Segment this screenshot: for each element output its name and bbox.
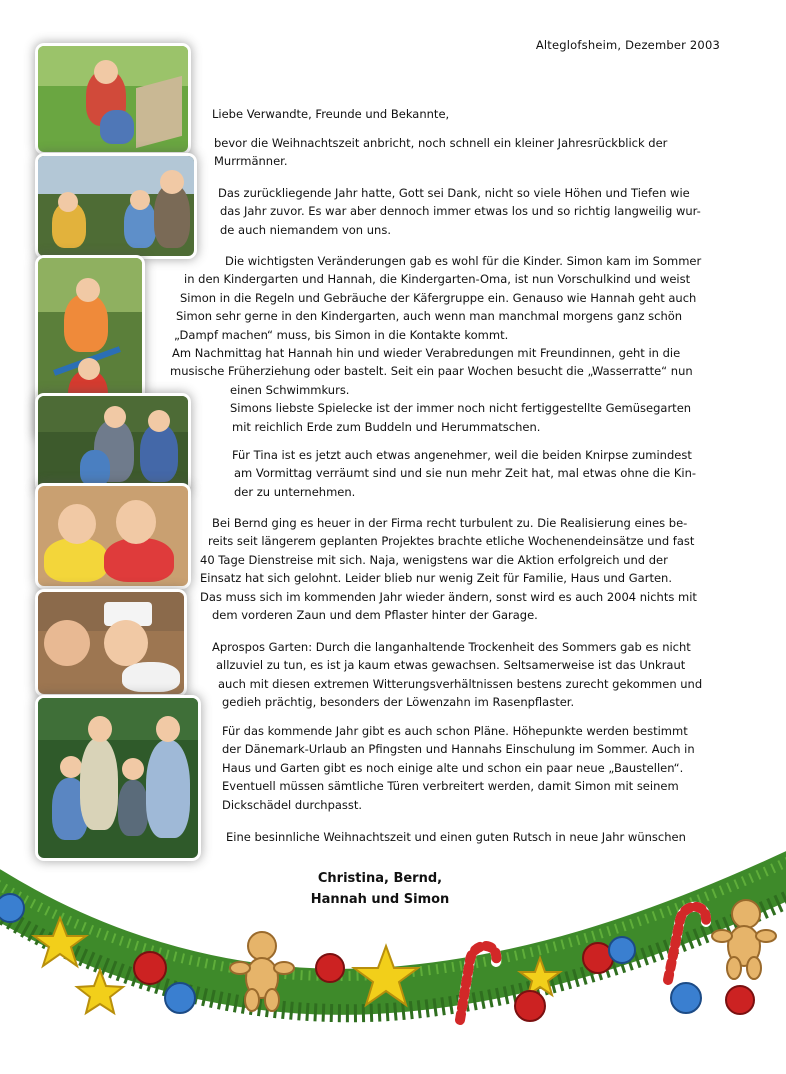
text-line: reits seit längerem geplanten Projektes brachte etliche Wochenendeinsätze und fast xyxy=(208,534,695,549)
text-line: Die wichtigsten Veränderungen gab es wohl für die Kinder. Simon kam im Sommer xyxy=(225,254,702,268)
red-ornament xyxy=(726,986,754,1014)
photo-family-group xyxy=(38,698,198,858)
blue-ornament xyxy=(0,894,24,922)
paragraph-plans xyxy=(222,722,736,814)
text-line: Am Nachmittag hat Hannah hin und wieder Verabredungen mit Freundinnen, geht in die xyxy=(172,346,681,361)
text-line: Haus und Garten gibt es noch einige alte und schon ein paar neue „Baustellen“. xyxy=(222,760,684,775)
text-line: einen Schwimmkurs. xyxy=(230,382,350,397)
text-line: Das muss sich im kommenden Jahr wieder ändern, sonst wird es auch 2004 nichts mit xyxy=(200,589,697,604)
text-line: in den Kindergarten und Hannah, die Kindergarten-Oma, ist nun Vorschulkind und weist xyxy=(184,272,691,287)
text-line: Für Tina ist es jetzt auch etwas angenehmer, weil die beiden Knirpse zumindest xyxy=(232,448,692,462)
date-line: Alteglofsheim, Dezember 2003 xyxy=(535,38,720,52)
christmas-garland xyxy=(0,850,786,1074)
text-line: gedieh prächtig, besonders der Löwenzahn im Rasenpflaster. xyxy=(222,695,575,710)
text-line: Für das kommende Jahr gibt es auch schon Pläne. Höhepunkte werden bestimmt xyxy=(222,724,688,738)
text-line: Dickschädel durchpasst. xyxy=(222,797,363,812)
blue-ornament xyxy=(671,983,701,1013)
text-line: Simon sehr gerne in den Kindergarten, auch wenn man manchmal morgens ganz schön xyxy=(176,309,683,324)
paragraph-intro xyxy=(214,134,734,171)
red-ornament xyxy=(515,991,545,1021)
red-ornament xyxy=(134,952,166,984)
blue-ornament xyxy=(165,983,195,1013)
text-line: musische Früherziehung oder bastelt. Seit ein paar Wochen besucht die „Wasserratte“ nun xyxy=(170,364,693,379)
text-line: Eventuell müssen sämtliche Türen verbreitert werden, damit Simon mit seinem xyxy=(222,779,679,794)
text-line: Bei Bernd ging es heuer in der Firma recht turbulent zu. Die Realisierung eines be- xyxy=(212,516,688,530)
photo-family-at-bench xyxy=(38,396,188,490)
star-ornament xyxy=(77,970,123,1013)
paragraph-garden xyxy=(212,638,736,712)
paragraph-tina xyxy=(232,446,732,501)
photo-family-at-table xyxy=(38,156,194,256)
closing-line: Eine besinnliche Weihnachtszeit und einen guten Rutsch in neue Jahr wünschen xyxy=(226,830,686,844)
photo-children-on-grass xyxy=(38,46,188,152)
greeting: Liebe Verwandte, Freunde und Bekannte, xyxy=(212,107,450,121)
text-line: mit reichlich Erde zum Buddeln und Herummatschen. xyxy=(232,419,541,434)
text-line: am Vormittag verräumt sind und sie nun mehr Zeit hat, mal etwas ohne die Kin- xyxy=(234,466,697,481)
text-line: 40 Tage Dienstreise mit sich. Naja, wenigstens war die Aktion erfolgreich und der xyxy=(200,552,668,567)
text-line: „Dampf machen“ muss, bis Simon in die Kontakte kommt. xyxy=(174,327,509,342)
photo-boy-with-paper-hat xyxy=(38,592,184,694)
text-line: Simons liebste Spielecke ist der immer noch nicht fertiggestellte Gemüsegarten xyxy=(230,401,692,416)
text-line: dem vorderen Zaun und dem Pflaster hinter der Garage. xyxy=(212,608,538,623)
text-line: Aprospos Garten: Durch die langanhaltende Trockenheit des Sommers gab es nicht xyxy=(212,640,691,654)
text-line: der zu unternehmen. xyxy=(234,484,356,499)
text-line: das Jahr zuvor. Es war aber dennoch immer etwas los und so richtig langweilig wur- xyxy=(220,204,701,219)
red-ornament xyxy=(316,954,344,982)
text-line: allzuviel zu tun, es ist ja kaum etwas gewachsen. Seltsamerweise ist das Unkraut xyxy=(216,658,686,673)
signature-line: Christina, Bernd, xyxy=(317,871,443,886)
text-line: bevor die Weihnachtszeit anbricht, noch schnell ein kleiner Jahresrückblick der xyxy=(214,136,668,150)
text-line: Einsatz hat sich gelohnt. Leider blieb nur wenig Zeit für Familie, Haus und Garten. xyxy=(200,571,672,586)
text-line: der Dänemark-Urlaub an Pfingsten und Hannahs Einschulung im Sommer. Auch in xyxy=(222,742,695,757)
text-line: Murrmänner. xyxy=(214,154,288,169)
text-line: auch mit diesen extremen Witterungsverhältnissen bestens zurecht gekommen und xyxy=(218,676,703,691)
blue-ornament xyxy=(609,937,635,963)
text-line: Simon in die Regeln und Gebräuche der Käfergruppe ein. Genauso wie Hannah geht auch xyxy=(180,290,697,305)
signature-line: Hannah und Simon xyxy=(310,892,450,907)
paragraph-bernd xyxy=(200,514,736,624)
photo-children-portrait xyxy=(38,486,188,586)
paragraph-children xyxy=(170,252,736,436)
paragraph-year-review xyxy=(218,184,734,239)
text-line: de auch niemandem von uns. xyxy=(220,222,391,237)
text-line: Das zurückliegende Jahr hatte, Gott sei Dank, nicht so viele Höhen und Tiefen wie xyxy=(218,186,690,200)
